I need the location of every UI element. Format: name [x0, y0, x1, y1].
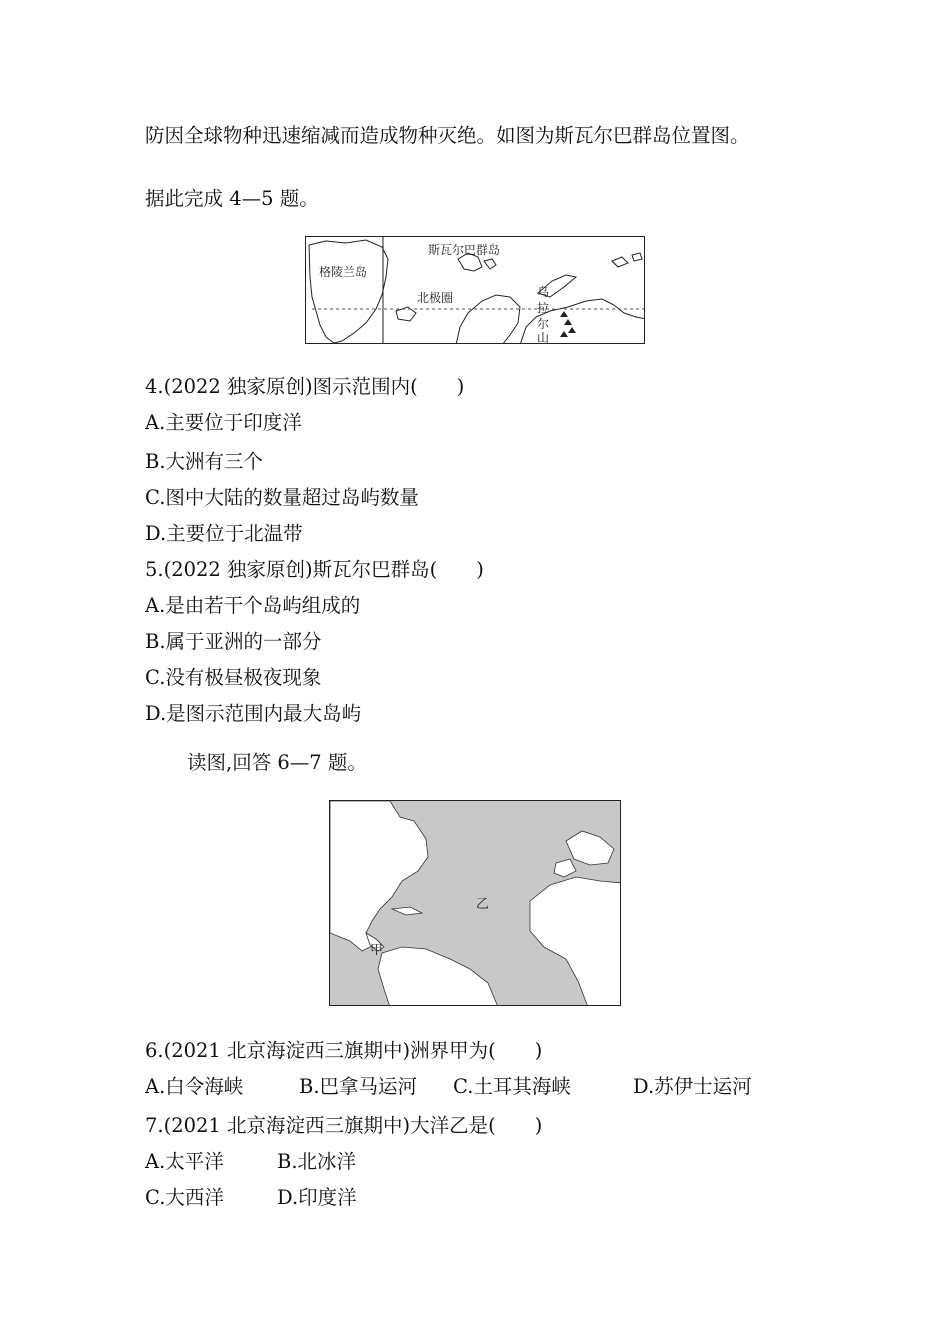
greenland-label: 格陵兰岛 [319, 265, 368, 279]
q6-stem: 6.(2021 北京海淀西三旗期中)洲界甲为( ) [145, 1039, 543, 1062]
q5-stem: 5.(2022 独家原创)斯瓦尔巴群岛( ) [145, 558, 484, 581]
label-jia: 甲 [370, 943, 384, 958]
q7-option-a: A.太平洋 [145, 1150, 224, 1173]
arctic-circle-label: 北极圈 [417, 291, 454, 305]
greenland-shape [309, 240, 388, 343]
q4-option-d: D.主要位于北温带 [145, 522, 303, 545]
ural-label-2: 拉 [537, 301, 550, 315]
q6-option-a: A.白令海峡 [145, 1075, 244, 1098]
q7-option-b: B.北冰洋 [277, 1150, 357, 1173]
q5-option-a: A.是由若干个岛屿组成的 [145, 594, 361, 617]
label-yi: 乙 [476, 897, 490, 912]
ural-label-3: 尔 [537, 317, 550, 331]
q4-option-b: B.大洲有三个 [145, 450, 264, 473]
q5-option-c: C.没有极昼极夜现象 [145, 666, 322, 689]
svalbard-label: 斯瓦尔巴群岛 [428, 243, 501, 257]
q4-stem: 4.(2022 独家原创)图示范围内( ) [145, 375, 465, 398]
ural-label-4: 山 [537, 331, 550, 344]
q6-option-c: C.土耳其海峡 [453, 1075, 571, 1098]
q7-stem: 7.(2021 北京海淀西三旗期中)大洋乙是( ) [145, 1114, 543, 1137]
intro-read-map: 读图,回答 6—7 题。 [187, 751, 367, 774]
intro-line-2: 据此完成 4—5 题。 [145, 187, 319, 210]
atlantic-map-graphic [330, 801, 621, 1006]
q6-option-b: B.巴拿马运河 [299, 1075, 418, 1098]
svalbard-location-map [305, 236, 645, 344]
intro-line-1: 防因全球物种迅速缩减而造成物种灭绝。如图为斯瓦尔巴群岛位置图。 [145, 124, 750, 147]
svalbard-map-graphic [306, 237, 645, 344]
ural-label-1: 乌 [537, 285, 550, 299]
atlantic-map [329, 800, 621, 1006]
q4-option-a: A.主要位于印度洋 [145, 411, 302, 434]
q7-option-d: D.印度洋 [277, 1186, 357, 1209]
scandinavia-shape [456, 295, 520, 344]
q4-option-c: C.图中大陆的数量超过岛屿数量 [145, 486, 419, 509]
q5-option-d: D.是图示范围内最大岛屿 [145, 702, 362, 725]
q6-option-d: D.苏伊士运河 [633, 1075, 752, 1098]
q5-option-b: B.属于亚洲的一部分 [145, 630, 322, 653]
q7-option-c: C.大西洋 [145, 1186, 224, 1209]
